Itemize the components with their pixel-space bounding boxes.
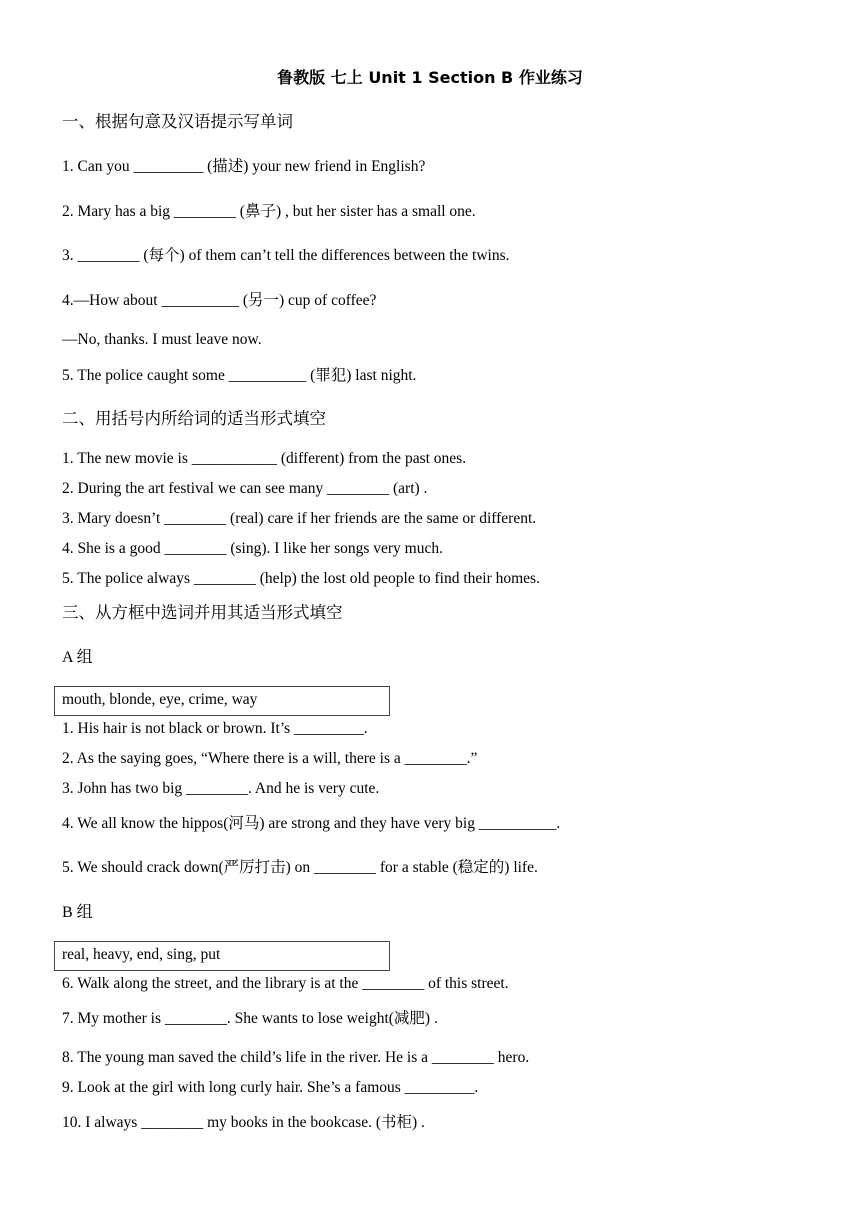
question-2-5: 5. The police always ________ (help) the lost old people to find their homes.: [62, 570, 540, 587]
question-3-1: 1. His hair is not black or brown. It’s _________.: [62, 720, 368, 737]
question-2-3: 3. Mary doesn’t ________ (real) care if her friends are the same or different.: [62, 510, 537, 527]
question-2-4: 4. She is a good ________ (sing). I like her songs very much.: [62, 540, 443, 557]
question-3-2: 2. As the saying goes, “Where there is a will, there is a ________.”: [62, 750, 478, 767]
section-heading-3: 三、从方框中选词并用其适当形式填空: [62, 603, 343, 622]
question-3-9: 9. Look at the girl with long curly hair. She’s a famous _________.: [62, 1079, 479, 1096]
question-1-3: 3. ________ (每个) of them can’t tell the differences between the twins.: [62, 247, 510, 264]
question-3-5: 5. We should crack down(严厉打击) on ________ for a stable (稳定的) life.: [62, 859, 538, 876]
question-3-7: 7. My mother is ________. She wants to lose weight(减肥) .: [62, 1010, 438, 1027]
group-a-label: A 组: [62, 649, 93, 666]
word-box-a: [54, 686, 390, 716]
word-box-b-words: real, heavy, end, sing, put: [62, 946, 221, 963]
question-1-1: 1. Can you _________ (描述) your new friend in English?: [62, 158, 426, 175]
question-3-4: 4. We all know the hippos(河马) are strong and they have very big __________.: [62, 815, 561, 832]
question-3-8: 8. The young man saved the child’s life in the river. He is a ________ hero.: [62, 1049, 530, 1066]
question-1-5: 5. The police caught some __________ (罪犯) last night.: [62, 367, 417, 384]
section-heading-1: 一、根据句意及汉语提示写单词: [62, 112, 293, 131]
group-b-label: B 组: [62, 904, 93, 921]
question-2-2: 2. During the art festival we can see many ________ (art) .: [62, 480, 428, 497]
question-1-2: 2. Mary has a big ________ (鼻子) , but her sister has a small one.: [62, 203, 476, 220]
page-title: 鲁教版 七上 Unit 1 Section B 作业练习: [277, 68, 583, 87]
question-3-6: 6. Walk along the street, and the library is at the ________ of this street.: [62, 975, 509, 992]
question-2-1: 1. The new movie is ___________ (different) from the past ones.: [62, 450, 467, 467]
question-3-10: 10. I always ________ my books in the bookcase. (书柜) .: [62, 1114, 425, 1131]
question-1-4: 4.—How about __________ (另一) cup of coffee?: [62, 292, 377, 309]
answer-1-4: —No, thanks. I must leave now.: [62, 331, 262, 348]
word-box-a-words: mouth, blonde, eye, crime, way: [62, 691, 258, 708]
question-3-3: 3. John has two big ________. And he is very cute.: [62, 780, 380, 797]
word-box-b: [54, 941, 390, 971]
section-heading-2: 二、用括号内所给词的适当形式填空: [62, 409, 326, 428]
